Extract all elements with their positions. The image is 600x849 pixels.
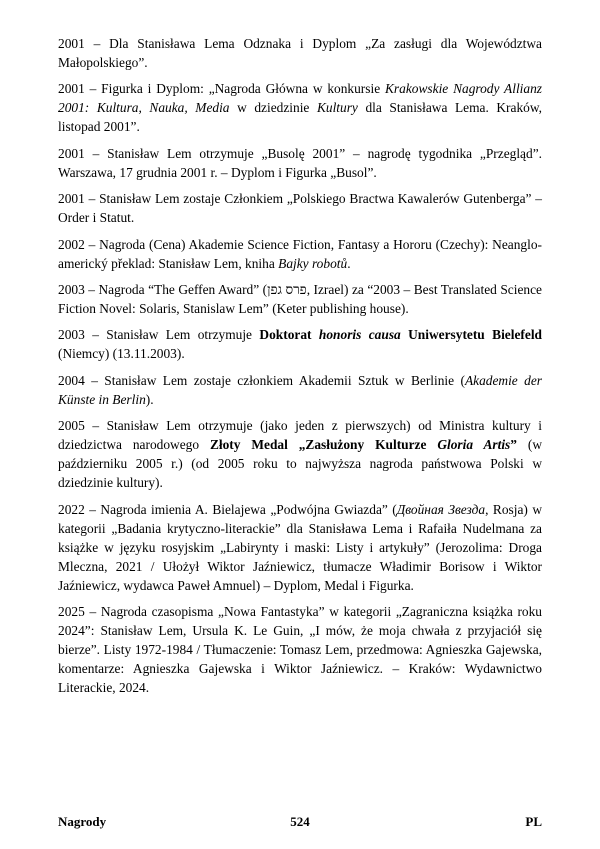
entry-text-run: , Rosja) w kategorii „Badania krytyczno-literackie” dla Stanisława Lema i Rafaiła Nudelmana za książke w języku rosyjskim „Labirynty i maski: Listy i artykuły” (Jerozolima: Droga Mleczna, 2021 / Ułożył Wiktor Jaźniewicz, tłumacze Władimir Borisow i Wiktor Jaźniewicz, wydawca Paweł Amnuel) – Dyplom, Medal i Figurka. [58,501,542,593]
award-entry [58,416,542,492]
entry-text-run: 2001 – Figurka i Dyplom: „Nagroda Główna w konkursie [58,81,385,97]
entry-text-run: 2001 – Stanisław Lem otrzymuje „Busolę 2001” – nagrodę tygodnika „Przegląd”. Warszawa, 17 grudnia 2001 r. – Dyplom i Figurka „Busol”. [58,145,542,180]
entry-text-run: . [347,255,351,271]
entry-text-run: 2003 – Stanisław Lem otrzymuje [58,327,260,343]
footer-page-number: 524 [290,814,310,829]
entry-text-run: Złoty Medal „Zasłużony Kulturze [209,437,438,453]
award-entry [58,500,542,595]
award-entry [58,325,542,363]
entry-text-run: 2025 – Nagroda czasopisma „Nowa Fantastyka” w kategorii „Zagraniczna książka roku 2024”: Stanisław Lem, Ursula K. Le Guin, „I mów, że moja chwała z przyjaciół się bierze”. Listy 1972-1984 / Tłumaczenie: Tomasz Lem, przedmowa: Agnieszka Gajewska, komentarze: Agnieszka Gajewska i Wiktor Jaźniewicz. – Kraków: Wydawnictwo Literackie, 2024. [58,603,542,695]
award-entry [58,144,542,182]
entry-text-run: 2004 – Stanisław Lem zostaje członkiem Akademii Sztuk w Berlinie ( [58,372,465,388]
entry-text-run: 2022 – Nagroda imienia A. Bielajewa „Podwójna Gwiazda” ( [58,501,397,517]
award-entry [58,34,542,72]
entry-text-run: פרס גפן [267,281,307,297]
award-entry [58,602,542,697]
entry-text-run: , Izrael) za “2003 – Best Translated Science Fiction Novel: Solaris, Stanislaw Lem” (Keter publishing house). [58,281,542,316]
awards-list [58,34,542,704]
award-entry [58,79,542,136]
entry-text-run: 2001 – Stanisław Lem zostaje Członkiem „Polskiego Bractwa Kawalerów Gutenberga” – Order i Statut. [58,191,542,226]
entry-text-run: Uniwersytetu Bielefeld [400,327,542,343]
entry-text-run: Gloria Artis [437,437,511,453]
entry-text-run: Akademie der Künste in Berlin [58,372,543,407]
award-entry [58,189,542,227]
entry-text-run: ” [510,437,517,453]
award-entry [58,235,542,273]
award-entry [58,280,542,318]
entry-text-run: (w październiku 2005 r.) (od 2005 roku to najwyższa nagroda państwowa Polski w dziedzinie kultury). [58,437,543,491]
entry-text-run: ). [145,391,154,407]
award-entry [58,371,542,409]
entry-text-run: 2002 – Nagroda (Cena) Akademie Science Fiction, Fantasy a Hororu (Czechy): Neanglo-americký překlad: Stanisław Lem, kniha [58,236,542,271]
entry-text-run: Krakowskie Nagrody Allianz 2001: Kultura, Nauka, Media [58,81,542,116]
entry-text-run: 2005 – Stanisław Lem otrzymuje (jako jeden z pierwszych) od Ministra kultury i dziedzictwa narodowego [58,418,542,453]
entry-text-run: Doktorat [259,327,319,343]
footer-section-label: Nagrody [58,814,107,829]
entry-text-run: 2001 – Dla Stanisława Lema Odznaka i Dyplom „Za zasługi dla Województwa Małopolskiego”. [58,36,542,70]
page-footer [58,814,542,832]
entry-text-run: 2003 – Nagroda “The Geffen Award” ( [58,281,268,297]
entry-text-run: honoris causa [318,327,401,343]
entry-text-run: dla Stanisława Lema. Kraków, listopad 2001”. [58,100,542,135]
entry-text-run: Kultury [316,100,358,116]
entry-text-run: Bajky robotů [278,255,348,271]
entry-text-run: Двойная Звезда [396,501,486,517]
footer-language: PL [525,814,542,829]
entry-text-run: (Niemcy) (13.11.2003). [58,346,185,362]
entry-text-run: w dziedzinie [229,100,317,116]
